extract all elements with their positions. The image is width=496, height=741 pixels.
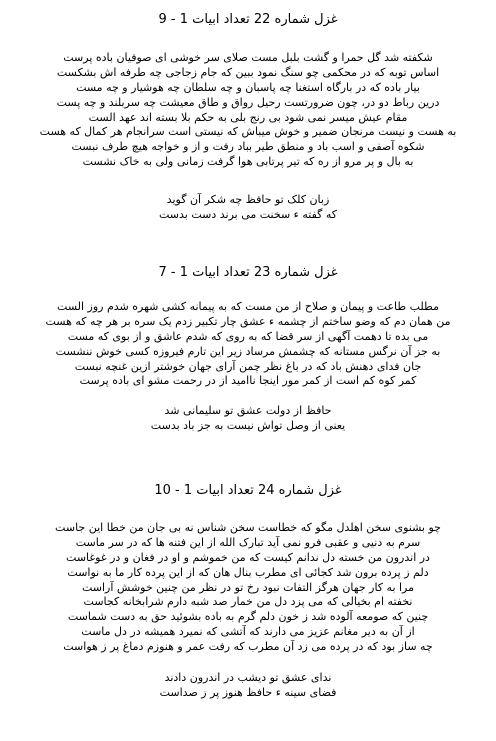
verse-line: سرم به دنیی و عقبی فرو نمی آید تبارک الله از این فتنه ها که در سر ماست (75, 535, 421, 549)
verse-line: اساس توبه که در محکمی چو سنگ نمود ببین که جام زجاجی چه طرفه اش بشکست (56, 65, 440, 79)
closing-couplet (0, 671, 496, 701)
verse-line: می بده تا دهمت آگهی از سر قضا که به روی که شدم عاشق و از بوی که مست (67, 329, 429, 343)
verse-list (0, 300, 496, 389)
verse-line: کمر کوه کم است از کمر مور اینجا ناامید از در رحمت مشو ای باده پرست (79, 374, 417, 388)
ghazal-24 (0, 483, 496, 701)
closing-line: حافظ از دولت عشق تو سلیمانی شد (164, 404, 332, 418)
ghazal-22 (0, 12, 496, 223)
verse-line: شکفته شد گل حمرا و گشت بلبل مست صلای سر خوشی ای صوفیان باده پرست (63, 51, 433, 64)
verse-line: من همان دم که وضو ساختم از چشمه ء عشق چار تکبیر زدم یک سره بر هر چه که هست (45, 314, 451, 328)
verse-list (0, 521, 496, 655)
verse-line: چنین که صومعه آلوده شد ز خون دلم گرم به باده بشوئید حق به دست شماست (67, 610, 429, 624)
verse-line: به هست و نیست مرنجان ضمیر و خوش میباش که نیستی است سرانجام هر کمال که هست (39, 125, 457, 139)
closing-line: ندای عشق تو دیشب در اندرون دادند (164, 671, 332, 685)
verse-line: شکوه آصفی و اسب باد و منطق طیر بباد رفت و از و خواجه هیچ طرف نبست (71, 140, 425, 154)
verse-line: چو بشنوی سخن اهلدل مگو که خطاست سخن شناس نه بی جان من خطا این جاست (55, 521, 441, 534)
verse-line: درین رباط دو در، چون ضرورتست رحیل رواق و طاق معیشت چه سربلند و چه پست (56, 95, 440, 109)
verse-line: به بال و پر مرو از ره که تیر پرتابی هوا گرفت زمانی ولی به خاک نشست (82, 155, 414, 169)
ghazal-title: غزل شماره 23 تعداد ابیات 1 - 7 (158, 265, 338, 280)
ghazal-title: غزل شماره 24 تعداد ابیات 1 - 10 (154, 483, 342, 498)
verse-line: نخفته ام بخیالی که می پزد دل من خمار صد شبه دارم شرابخانه کجاست (83, 595, 413, 609)
ghazal-23 (0, 265, 496, 434)
verse-line: چه ساز بود که در پرده می زد آن مطرب که رفت عمر و هنوزم دماغ پر ز هواست (63, 640, 433, 654)
verse-list (0, 51, 496, 170)
verse-line: به جز آن نرگس مستانه که چشمش مرساد زیر این تارم فیروزه کسی خوش ننشست (55, 344, 441, 358)
verse-line: بیار باده که در بارگاه استغنا چه پاسبان و چه سلطان چه هوشیار و چه مست (76, 80, 420, 94)
closing-couplet (0, 193, 496, 223)
verse-line: در اندرون من خسته دل ندانم کیست که من خموشم و او در فغان و در غوغاست (66, 550, 430, 564)
verse-line: مقام عیش میسر نمی شود بی رنج بلی به حکم بلا بسته اند عهد الست (88, 110, 408, 124)
ghazal-title: غزل شماره 22 تعداد ابیات 1 - 9 (158, 12, 338, 27)
closing-couplet (0, 404, 496, 434)
verse-line: مرا به کار جهان هرگز التفات نبود رخ تو در نظر من چنین خوشش آراست (81, 580, 415, 594)
closing-line: یعنی از وصل تواش نیست به جز باد بدست (150, 419, 346, 433)
closing-line: که گفته ء سخنت می برند دست بدست (158, 208, 338, 222)
verse-line: دلم ز پرده برون شد کجائی ای مطرب بنال هان که از این پرده کار ما به نواست (67, 565, 429, 579)
verse-line: مطلب طاعت و پیمان و صلاح از من مست که به پیمانه کشی شهره شدم روز الست (57, 300, 439, 313)
closing-line: فضای سینه ء حافظ هنوز پر ز صداست (159, 685, 337, 699)
verse-line: جان فدای دهنش باد که در باغ نظر چمن آرای جهان خوشتر ازین غنچه نبست (74, 359, 422, 373)
closing-line: زبان کلک تو حافظ چه شکر آن گوید (166, 193, 330, 207)
verse-line: از آن به دیر مغانم عزیز می دارند که آتشی که نمیرد همیشه در دل ماست (81, 625, 415, 639)
